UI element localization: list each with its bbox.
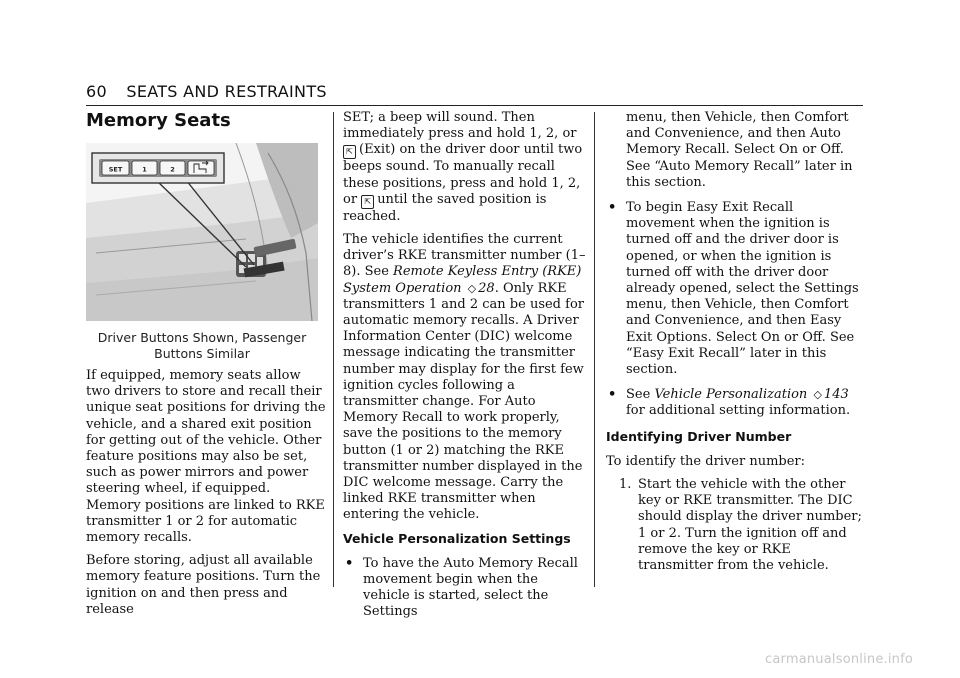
rke-page-number[interactable]: 28 (478, 280, 495, 296)
watermark: carmanualsonline.info (765, 652, 914, 667)
page-ref-icon: ◇ (813, 388, 822, 402)
door-panel-illustration (86, 143, 318, 321)
personalization-cross-reference[interactable]: Vehicle Personalization (654, 387, 808, 403)
bullet-text: menu, then Vehicle, then Comfort and Convenience, and then Auto Memory Recall. Select On or Off. See “Auto Memory Recall” later in this section. (626, 110, 853, 190)
list-item (343, 556, 588, 621)
rke-text-b: . Only RKE transmitters 1 and 2 can be used for automatic memory recalls. A Driver Information Center (DIC) welcome message indicating the transmitter number may display for the first few ignition cycles following a transmitter change. For Auto Memory Recall to work properly, save the positions to the memory button (1 or 2) matching the RKE transmitter number displayed in the DIC welcome message. Carry the linked RKE transmitter when entering the vehicle. (343, 280, 584, 523)
page-ref-icon: ◇ (467, 281, 477, 295)
column-3 (606, 110, 864, 574)
rke-text-a: The vehicle identifies the current driver’s RKE transmitter number (1–8). See (343, 232, 586, 280)
bullet-text: for additional setting information. (626, 403, 851, 419)
list-item (606, 387, 864, 419)
bullet-icon: • (608, 200, 617, 216)
identify-paragraph: To identify the driver number: (606, 453, 806, 469)
memory-button-set-label: SET (108, 165, 123, 174)
bullet-icon: • (345, 555, 354, 571)
or-text-2: or (343, 191, 358, 207)
door-buttons-figure (86, 143, 318, 321)
figure-caption (86, 330, 318, 362)
memory-button-2-label: 2 (170, 165, 175, 174)
intro-paragraph: If equipped, memory seats allow two drivers to store and recall their unique seat positions for driving the vehicle, and a shared exit position for getting out of the vehicle. Other feature positions may also be set, such as power mirrors and power steering wheel, if equipped. Memory positions are linked to RKE transmitter 1 or 2 for automatic memory recalls. (86, 368, 326, 546)
column-divider-2 (594, 112, 595, 587)
subheading-identifying-driver: Identifying Driver Number (606, 428, 792, 444)
running-header (86, 82, 327, 101)
rke-paragraph (343, 232, 588, 524)
see-text: See (626, 387, 651, 403)
page-number: 60 (86, 82, 107, 101)
section-title: SEATS AND RESTRAINTS (126, 82, 327, 101)
bullet-text: To have the Auto Memory Recall movement begin when the vehicle is started, select the Settings (363, 555, 578, 620)
item-number: 1. (619, 477, 632, 493)
rke-cross-reference[interactable]: Remote Keyless Entry (RKE) System Operation (343, 264, 582, 296)
figure-caption-line-1: Driver Buttons Shown, Passenger (97, 330, 307, 345)
page-title: Memory Seats (86, 110, 231, 131)
exit-seat-icon: ⇱ (361, 195, 374, 209)
item-text: Start the vehicle with the other key or RKE transmitter. The DIC should display the driver number; 1 or 2. Turn the ignition off and remove the key or RKE transmitter from the vehicle. (638, 477, 862, 574)
storing-text-c: until the saved position is reached. (343, 191, 547, 224)
column-divider-1 (333, 112, 334, 587)
personalization-page-number[interactable]: 143 (823, 387, 849, 403)
list-item-continued (606, 110, 864, 191)
or-text-1: or (562, 126, 577, 142)
figure-caption-line-2: Buttons Similar (154, 346, 250, 361)
memory-button-exit (188, 161, 214, 175)
list-item (606, 200, 864, 378)
storing-text-a: SET; a beep will sound. Then immediately press and hold 1, 2, (343, 110, 559, 142)
column-2 (343, 110, 588, 628)
bullet-text: To begin Easy Exit Recall movement when the ignition is turned off and the driver door is opened, or when the ignition is turned off with the driver door already opened, select the Settings menu, then Vehicle, then Comfort and Convenience, and then Easy Exit Options. Select On or Off. See “Easy Exit Recall” later in this section. (626, 200, 859, 378)
exit-seat-icon: ⇱ (343, 145, 356, 159)
column-1 (86, 368, 326, 625)
bullet-icon: • (608, 387, 617, 403)
header-rule (86, 105, 863, 106)
numbered-item (606, 477, 864, 574)
storing-paragraph: Before storing, adjust all available memory feature positions. Turn the ignition on and then press and release (86, 553, 321, 617)
memory-button-1-label: 1 (142, 165, 147, 174)
subheading-vehicle-personalization: Vehicle Personalization Settings (343, 530, 571, 546)
storing-paragraph-continued (343, 110, 588, 225)
storing-text-b: (Exit) on the driver door until two beeps sound. To manually recall these positions, press and hold 1, 2, (343, 142, 583, 191)
